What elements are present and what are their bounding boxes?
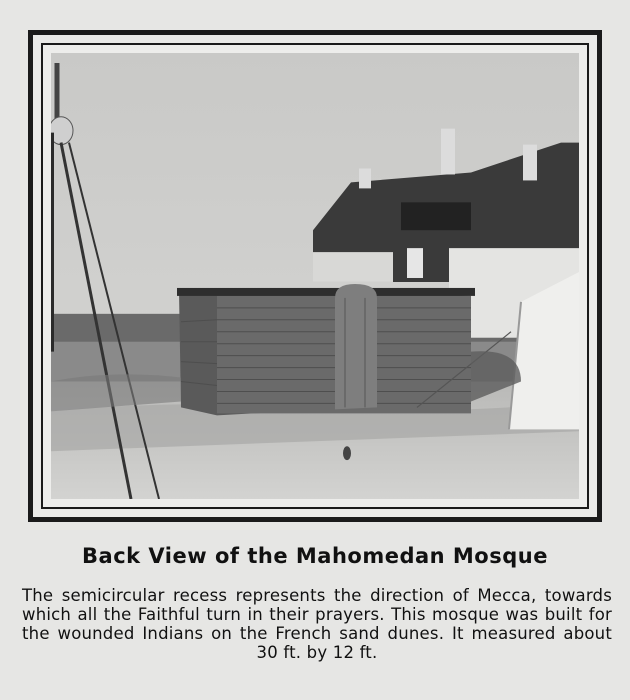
photograph-mosque-icon <box>51 53 579 499</box>
photo-frame-outer <box>28 30 602 522</box>
caption-title: Back View of the Mahomedan Mosque <box>82 544 548 568</box>
caption-body: The semicircular recess represents the direction of Mecca, towards which all the Faithful turn in their prayers. This mosque was built for the wounded Indians on the French sand dunes. It measured about 30 ft. by 12 ft. <box>22 586 612 662</box>
photograph <box>51 53 579 499</box>
